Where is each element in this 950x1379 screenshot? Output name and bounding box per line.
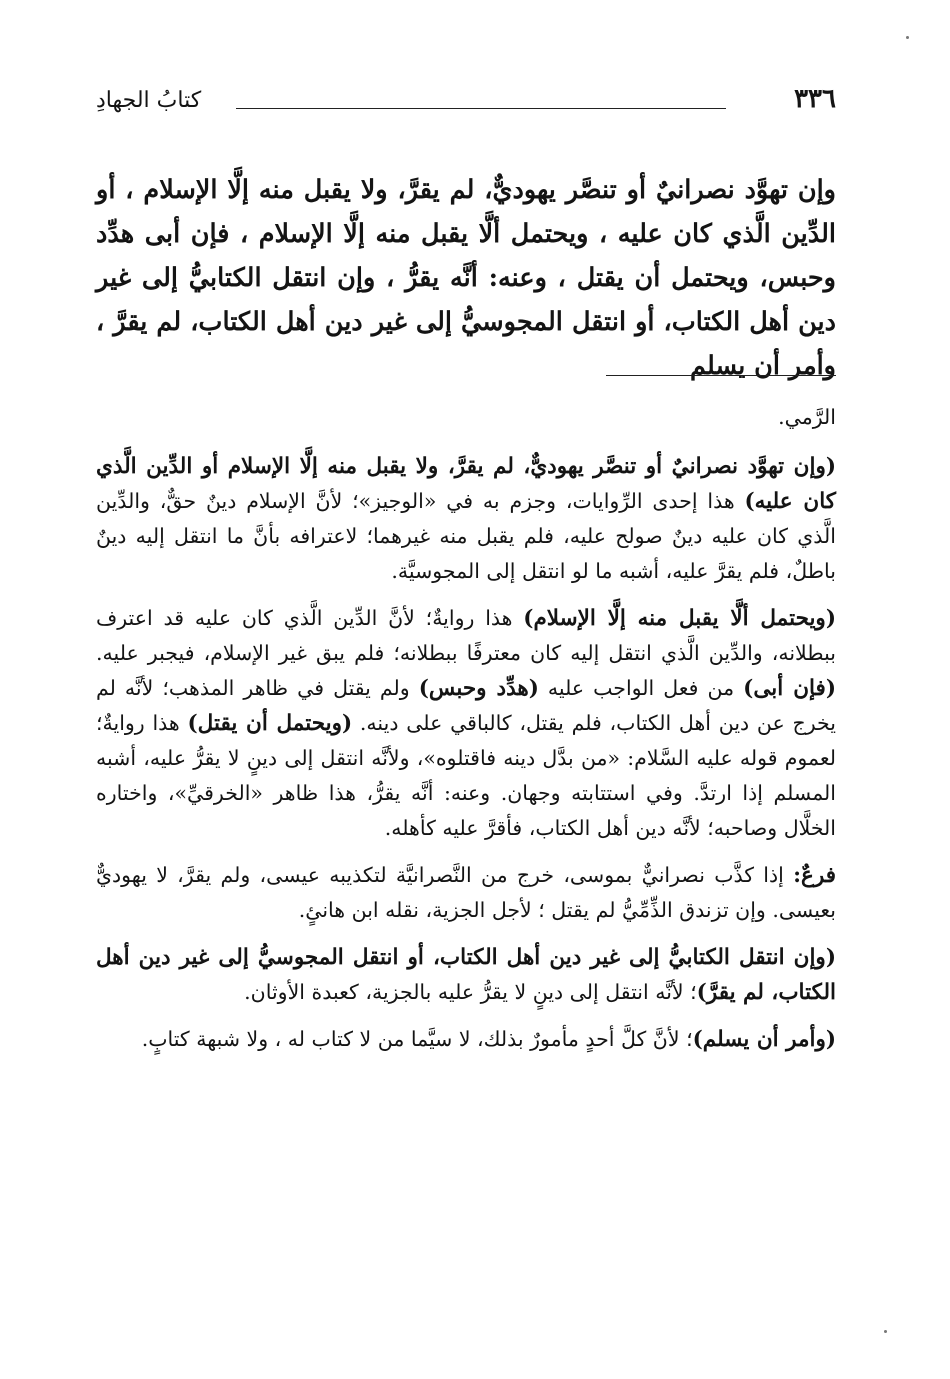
commentary-paragraph — [96, 449, 836, 589]
commentary-text: ؛ لأنَّه انتقل إلى دينٍ لا يقرُّ عليه بالجزية، كعبدة الأوثان. — [244, 980, 697, 1004]
page-number: ٣٣٦ — [794, 84, 836, 114]
commentary-paragraph — [96, 858, 836, 928]
commentary-text: إذا كذَّب نصرانيٌّ بموسى، خرج من النَّصرانيَّة لتكذيبه عيسى، ولم يقرَّ، لا يهوديٌّ بعيسى. وإن تزندق الذِّمِّيُّ لم يقتل ؛ لأجل الجزية، نقله ابن هانئٍ. — [96, 863, 836, 922]
commentary-text: ؛ لأنَّ كلَّ أحدٍ مأمورٌ بذلك، لا سيَّما من لا كتاب له ، ولا شبهة كتابٍ. — [141, 1027, 693, 1051]
previous-page-tail: الرَّمي. — [778, 405, 836, 429]
running-header — [96, 84, 836, 120]
book-title: كتابُ الجهادِ — [96, 88, 202, 113]
commentary-text: هذا روايةٌ؛ لعموم قوله عليه السَّلام: «من بدَّل دينه فاقتلوه»، ولأنَّه انتقل إلى دينٍ لا يقرُّ عليه، أشبه المسلم إذا ارتدَّ. وفي استتابته وجهان. وعنه: أنَّه يقرُّ، هذا ظاهر «الخرقيِّ»، واختاره الخلَّال وصاحبه؛ لأنَّه دين أهل الكتاب، فأقرَّ عليه كأهله. — [96, 711, 836, 840]
quoted-text: (ويحتمل أن يقتل) — [187, 711, 353, 736]
scan-speck — [884, 1330, 887, 1333]
commentary-paragraph — [96, 1022, 836, 1057]
commentary-text: من فعل الواجب عليه — [538, 676, 744, 700]
main-text: وإن تهوَّد نصرانيٌ أو تنصَّر يهوديٌّ، لم يقرَّ، ولا يقبل منه إلَّا الإسلام ، أو الدِّين الَّذي كان عليه ، ويحتمل ألَّا يقبل منه إلَّا الإسلام ، فإن أبى هدِّد وحبس، ويحتمل أن يقتل ، وعنه: أنَّه يقرُّ ، وإن انتقل الكتابيُّ إلى غير دين أهل الكتاب، أو انتقل المجوسيُّ إلى غير دين أهل الكتاب، لم يقرَّ ، وأمر أن يسلم — [96, 175, 836, 381]
commentary-text: هذا روايةٌ؛ لأنَّ الدِّين الَّذي كان عليه قد اعترف ببطلانه، والدِّين الَّذي انتقل إليه كان معترفًا ببطلانه؛ فلم يبق غير الإسلام، فيجبر عليه. — [96, 606, 836, 665]
branch-label: فرعٌ: — [793, 863, 836, 888]
book-page — [96, 70, 836, 1360]
commentary — [96, 400, 836, 1069]
commentary-text: هذا إحدى الرِّوايات، وجزم به في «الوجيز»؛ لأنَّ الإسلام دينٌ حقٌّ، والدِّين الَّذي كان عليه دينٌ صولح عليه، فلم يقبل منه غيرهما؛ لاعترافه بأنَّ ما انتقل إليه دينٌ باطلٌ، فلم يقرَّ عليه، أشبه ما لو انتقل إلى المجوسيَّة. — [96, 489, 836, 583]
scan-speck — [906, 36, 909, 39]
quoted-text: (وإن انتقل الكتابيُّ إلى غير دين أهل الكتاب، أو انتقل المجوسيُّ إلى غير دين أهل الكتاب، لم يقرَّ) — [96, 945, 836, 1005]
quoted-text: (وإن تهوَّد نصرانيٌ أو تنصَّر يهوديٌّ، لم يقرَّ، ولا يقبل منه إلَّا الإسلام أو الدِّين الَّذي كان عليه) — [96, 454, 836, 514]
quoted-text: (وأمر أن يسلم) — [692, 1027, 836, 1052]
commentary-paragraph — [96, 601, 836, 846]
commentary-paragraph — [96, 940, 836, 1010]
quoted-text: (ويحتمل ألَّا يقبل منه إلَّا الإسلام) — [523, 606, 836, 631]
footnote-separator — [606, 375, 836, 376]
commentary-text: ولم يقتل في ظاهر المذهب؛ لأنَّه لم يخرج عن دين أهل الكتاب، فلم يقتل، كالباقي على دينه. — [96, 676, 837, 735]
quoted-text: (هدِّد وحبس) — [418, 676, 539, 701]
quoted-text: (فإن أبى) — [743, 676, 836, 701]
header-rule — [236, 108, 726, 109]
